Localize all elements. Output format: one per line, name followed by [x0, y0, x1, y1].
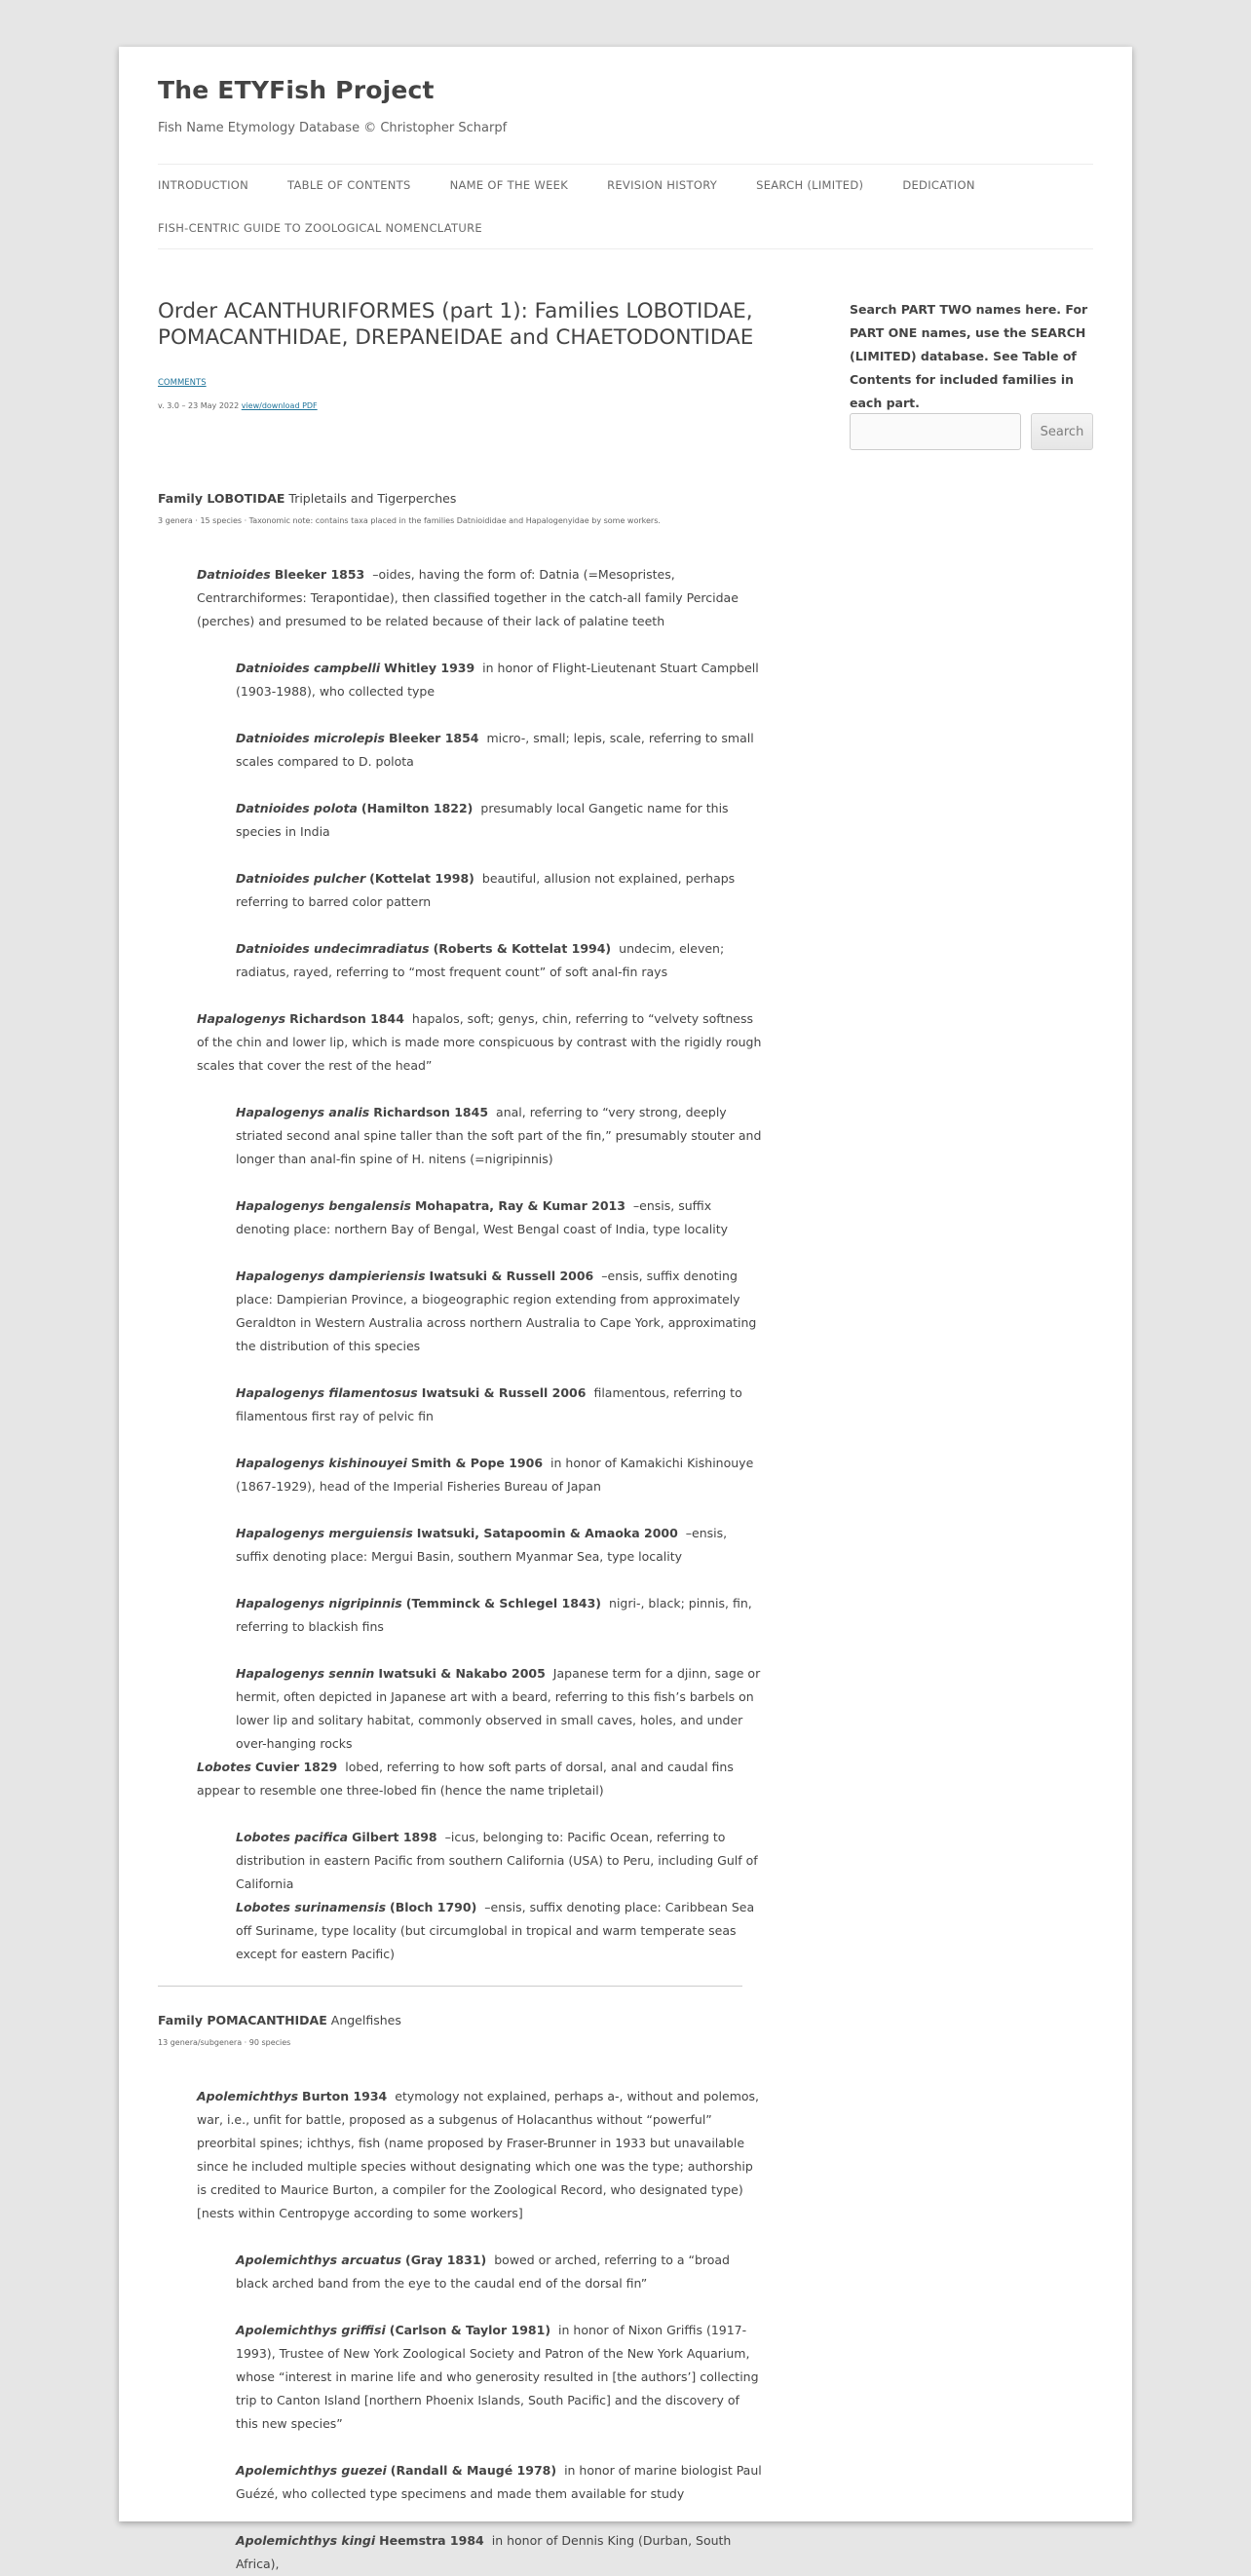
species-entry	[236, 657, 762, 703]
etymology-text: –oides, having the form of: Datnia (=Mesopristes, Centrarchiformes: Terapontidae), then classified together in the catch-all family Percidae (perches) and presumed to be related because of their lack of palatine teeth	[197, 567, 739, 628]
taxon-name: Datnioides pulcher	[236, 871, 366, 886]
nav-item-search-limited[interactable]: SEARCH (LIMITED)	[756, 178, 864, 192]
taxon-name: Hapalogenys sennin	[236, 1666, 375, 1681]
etymology-text: nigri-, black; pinnis, fin, referring to blackish fins	[236, 1596, 752, 1634]
taxon-author: (Bloch 1790)	[390, 1900, 477, 1914]
etymology-text: filamentous, referring to filamentous first ray of pelvic fin	[236, 1385, 742, 1423]
family-common-name: Tripletails and Tigerperches	[288, 491, 457, 506]
nav-item-table-of-contents[interactable]: TABLE OF CONTENTS	[287, 178, 411, 192]
nav-item-nomenclature-guide[interactable]: FISH-CENTRIC GUIDE TO ZOOLOGICAL NOMENCLATURE	[158, 221, 482, 235]
taxon-author: (Kottelat 1998)	[369, 871, 474, 886]
taxon-author: Richardson 1844	[289, 1011, 404, 1026]
taxon-author: Richardson 1845	[373, 1105, 489, 1119]
taxon-name: Hapalogenys merguiensis	[236, 1526, 413, 1540]
taxon-name: Hapalogenys dampieriensis	[236, 1269, 426, 1283]
taxon-name: Datnioides microlepis	[236, 731, 385, 745]
page-container	[119, 47, 1132, 2571]
taxon-name: Apolemichthys	[197, 2089, 299, 2103]
taxon-name: Hapalogenys nigripinnis	[236, 1596, 402, 1610]
family-name: Family POMACANTHIDAE	[158, 2013, 327, 2027]
etymology-text: –icus, belonging to: Pacific Ocean, referring to distribution in eastern Pacific from southern California (USA) to Peru, including Gulf of California	[236, 1830, 758, 1891]
species-entry	[236, 937, 762, 984]
taxon-name: Datnioides polota	[236, 801, 358, 815]
species-entry	[236, 1826, 762, 1896]
etymology-text: in honor of Flight-Lieutenant Stuart Campbell (1903-1988), who collected type	[236, 661, 759, 699]
taxon-author: Whitley 1939	[384, 661, 475, 675]
taxon-name: Lobotes surinamensis	[236, 1900, 387, 1914]
etymology-text: undecim, eleven; radiatus, rayed, referring to “most frequent count” of soft anal-fin rays	[236, 941, 725, 979]
taxon-name: Hapalogenys bengalensis	[236, 1198, 411, 1213]
species-entry	[236, 2319, 762, 2436]
taxon-name: Apolemichthys kingi	[236, 2533, 376, 2548]
taxon-name: Hapalogenys kishinouyei	[236, 1456, 407, 1470]
taxon-author: Mohapatra, Ray & Kumar 2013	[414, 1198, 626, 1213]
etymology-text: micro-, small; lepis, scale, referring to small scales compared to D. polota	[236, 731, 754, 769]
species-entry	[236, 1662, 762, 1756]
etymology-text: in honor of Dennis King (Durban, South Africa),	[236, 2533, 732, 2571]
search-input[interactable]	[850, 413, 1021, 450]
species-entry	[236, 1896, 762, 1966]
nav-item-dedication[interactable]: DEDICATION	[902, 178, 975, 192]
taxon-name: Apolemichthys griffisi	[236, 2323, 386, 2337]
species-entry	[236, 2249, 762, 2295]
etymology-text: anal, referring to “very strong, deeply striated second anal spine taller than the soft part of the fin,” presumably stouter and longer than anal-fin spine of H. nitens (=nigripinnis)	[236, 1105, 762, 1166]
genus-entry	[197, 563, 762, 633]
taxon-name: Apolemichthys arcuatus	[236, 2253, 402, 2267]
species-entry	[236, 1265, 762, 1358]
version-line	[158, 401, 318, 410]
taxon-name: Lobotes pacifica	[236, 1830, 349, 1844]
sidebar	[850, 298, 1093, 439]
taxon-author: Iwatsuki & Russell 2006	[429, 1269, 594, 1283]
etymology-text: in honor of Kamakichi Kishinouye (1867-1929), head of the Imperial Fisheries Bureau of Japan	[236, 1456, 754, 1494]
etymology-text: –ensis, suffix denoting place: Mergui Basin, southern Myanmar Sea, type locality	[236, 1526, 728, 1564]
nav-item-introduction[interactable]: INTRODUCTION	[158, 178, 249, 192]
taxon-author: Cuvier 1829	[254, 1760, 338, 1774]
species-entry	[236, 1382, 762, 1428]
site-description: Fish Name Etymology Database © Christopher Scharpf	[158, 121, 508, 135]
taxon-name: Lobotes	[197, 1760, 251, 1774]
etymology-text: in honor of Nixon Griffis (1917-1993), Trustee of New York Zoological Society and Patron of the New York Aquarium, whose “interest in marine life and who generosity resulted in [the authors’] collecting trip to Canton Island [northern Phoenix Islands, South Pacific] and the discovery of this new species”	[236, 2323, 759, 2431]
taxon-author: Iwatsuki & Nakabo 2005	[378, 1666, 546, 1681]
section-divider	[158, 1986, 742, 1987]
taxon-author: (Carlson & Taylor 1981)	[389, 2323, 551, 2337]
pdf-download-link[interactable]: view/download PDF	[241, 401, 318, 410]
search-button[interactable]: Search	[1031, 413, 1093, 450]
taxon-author: Gilbert 1898	[352, 1830, 437, 1844]
family-heading-pomacanthidae	[158, 2013, 401, 2027]
post-title: Order ACANTHURIFORMES (part 1): Families LOBOTIDAE, POMACANTHIDAE, DREPANEIDAE and CHAETODONTIDAE	[158, 299, 754, 350]
taxon-author: Smith & Pope 1906	[410, 1456, 544, 1470]
etymology-text: –ensis, suffix denoting place: Dampierian Province, a biogeographic region extending from approximately Geraldton in Western Australia across northern Australia to Cape York, approximating the distribution of this species	[236, 1269, 757, 1353]
comments-link[interactable]: COMMENTS	[158, 378, 207, 388]
main-navigation	[158, 164, 1093, 249]
genus-entry	[197, 1007, 762, 1078]
taxon-name: Datnioides campbelli	[236, 661, 381, 675]
etymology-text: in honor of marine biologist Paul Guézé, who collected type specimens and made them available for study	[236, 2463, 762, 2501]
main-content	[158, 298, 762, 2571]
species-entry	[236, 1101, 762, 1171]
sidebar-search-note: Search PART TWO names here. For PART ONE names, use the SEARCH (LIMITED) database. See Table of Contents for included families in each part.	[850, 302, 1088, 410]
nav-item-revision-history[interactable]: REVISION HISTORY	[607, 178, 718, 192]
species-entry	[236, 867, 762, 914]
taxon-name: Hapalogenys analis	[236, 1105, 370, 1119]
taxon-author: (Randall & Maugé 1978)	[390, 2463, 557, 2478]
taxon-name: Datnioides undecimradiatus	[236, 941, 430, 956]
species-entry	[236, 1194, 762, 1241]
family-heading-lobotidae	[158, 491, 456, 506]
etymology-text: bowed or arched, referring to a “broad black arched band from the eye to the caudal end of the dorsal fin”	[236, 2253, 730, 2291]
etymology-text: –ensis, suffix denoting place: Caribbean Sea off Suriname, type locality (but circumglobal in tropical and warm temperate seas except for eastern Pacific)	[236, 1900, 755, 1961]
genus-entry	[197, 2085, 762, 2225]
species-entry	[236, 1522, 762, 1569]
taxon-author: (Roberts & Kottelat 1994)	[433, 941, 612, 956]
taxon-author: (Gray 1831)	[405, 2253, 487, 2267]
taxon-author: (Temminck & Schlegel 1843)	[405, 1596, 602, 1610]
taxon-author: Bleeker 1853	[274, 567, 365, 582]
site-header	[158, 76, 1093, 135]
species-entry	[236, 1592, 762, 1639]
etymology-text: presumably local Gangetic name for this species in India	[236, 801, 729, 839]
taxon-name: Apolemichthys guezei	[236, 2463, 387, 2478]
taxon-author: Bleeker 1854	[388, 731, 479, 745]
species-entry	[236, 727, 762, 774]
genus-entry	[197, 1756, 762, 1802]
version-text: v. 3.0 – 23 May 2022	[158, 401, 240, 410]
search-form	[850, 413, 1093, 450]
family-note: 3 genera · 15 species · Taxonomic note: contains taxa placed in the families Datnioididae and Hapalogenyidae by some workers.	[158, 516, 661, 525]
etymology-text: beautiful, allusion not explained, perhaps referring to barred color pattern	[236, 871, 736, 909]
taxon-author: Burton 1934	[302, 2089, 388, 2103]
taxon-author: Iwatsuki & Russell 2006	[421, 1385, 587, 1400]
taxon-name: Datnioides	[197, 567, 271, 582]
etymology-text: –ensis, suffix denoting place: northern Bay of Bengal, West Bengal coast of India, type locality	[236, 1198, 729, 1236]
site-title[interactable]: The ETYFish Project	[158, 76, 435, 104]
taxon-name: Hapalogenys	[197, 1011, 286, 1026]
taxon-author: Iwatsuki, Satapoomin & Amaoka 2000	[416, 1526, 678, 1540]
nav-item-name-of-the-week[interactable]: NAME OF THE WEEK	[449, 178, 569, 192]
etymology-text: lobed, referring to how soft parts of dorsal, anal and caudal fins appear to resemble one three-lobed fin (hence the name tripletail)	[197, 1760, 734, 1798]
species-entry	[236, 2529, 762, 2576]
taxon-author: (Hamilton 1822)	[360, 801, 474, 815]
etymology-text: Japanese term for a djinn, sage or hermit, often depicted in Japanese art with a beard, referring to this fish’s barbels on lower lip and solitary habitat, commonly observed in small caves, holes, and under over-hanging rocks	[236, 1666, 761, 1751]
taxon-author: Heemstra 1984	[379, 2533, 484, 2548]
species-entry	[236, 2459, 762, 2506]
species-entry	[236, 797, 762, 844]
family-common-name: Angelfishes	[330, 2013, 401, 2027]
etymology-text: hapalos, soft; genys, chin, referring to “velvety softness of the chin and lower lip, which is made more conspicuous by contrast with the rigidly rough scales that cover the rest of the head”	[197, 1011, 762, 1073]
etymology-text: etymology not explained, perhaps a-, without and polemos, war, i.e., unfit for battle, proposed as a subgenus of Holacanthus without “powerful” preorbital spines; ichthys, fish (name proposed by Fraser-Brunner in 1933 but unavailable since he included multiple species without designating which one was the type; authorship is credited to Maurice Burton, a compiler for the Zoological Record, who designated type) [nests within Centropyge according to some workers]	[197, 2089, 760, 2220]
taxon-name: Hapalogenys filamentosus	[236, 1385, 418, 1400]
family-note: 13 genera/subgenera · 90 species	[158, 2038, 291, 2047]
species-entry	[236, 1452, 762, 1498]
family-name: Family LOBOTIDAE	[158, 491, 285, 506]
